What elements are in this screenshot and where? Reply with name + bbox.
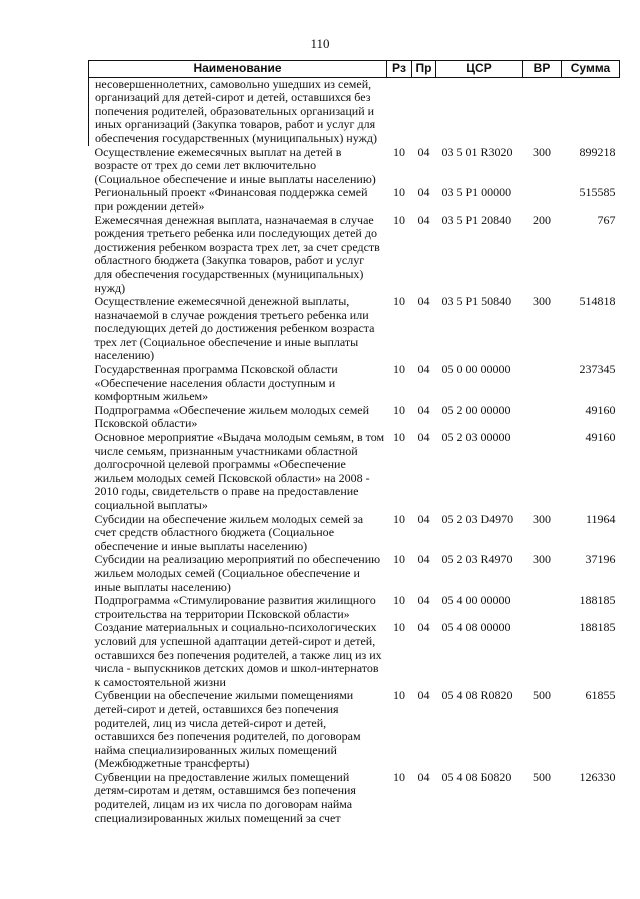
- cell-csr: 05 0 00 00000: [441, 362, 511, 377]
- cell-rz: 10: [393, 294, 405, 309]
- cell-vr: [523, 431, 562, 513]
- cell-pr: 04: [417, 212, 430, 227]
- cell-csr: 05 2 00 00000: [441, 402, 511, 417]
- cell-rz: 10: [393, 185, 405, 200]
- budget-table-container: [88, 60, 619, 825]
- cell-csr: [436, 77, 523, 145]
- table-body: [89, 77, 620, 825]
- cell-rz: 10: [393, 769, 405, 784]
- cell-csr: 05 4 00 00000: [441, 593, 511, 608]
- cell-sum: 126330: [579, 769, 616, 784]
- cell-pr: 04: [417, 511, 430, 526]
- cell-name: Субсидии на обеспечение жильем молодых семей за счет средств областного бюджета (Социальное обеспечение и иные выплаты населению): [94, 511, 364, 553]
- cell-pr: 04: [417, 688, 430, 703]
- cell-name: Ежемесячная денежная выплата, назначаемая в случае рождения третьего ребенка или последующих детей до достижения ребенком возраста трех лет, за счет средств областного бюджета (Закупка товаров, работ и услуг для обеспечения государственных (муниципальных) нужд): [94, 212, 380, 295]
- table-row: [89, 146, 620, 187]
- cell-vr: 300: [533, 552, 551, 567]
- cell-pr: 04: [417, 185, 430, 200]
- cell-sum: 899218: [579, 144, 616, 159]
- cell-csr: 03 5 01 R3020: [441, 144, 513, 159]
- page-number: 110: [310, 36, 330, 51]
- cell-csr: 05 2 03 R4970: [441, 552, 513, 567]
- table-header-row: [89, 61, 620, 78]
- cell-sum: 514818: [579, 294, 616, 309]
- table-row: [89, 594, 620, 621]
- table-row: [89, 186, 620, 213]
- table-row: [89, 689, 620, 771]
- cell-rz: 10: [393, 144, 405, 159]
- cell-name: Создание материальных и социально-психологических условий для успешной адаптации детей-сирот и детей, оставшихся без попечения родителей, а также лиц из их числа - выпускников детских домов и школ-интернатов к самостоятельной жизни: [94, 620, 382, 689]
- cell-pr: [412, 77, 436, 145]
- cell-pr: 04: [417, 593, 430, 608]
- cell-rz: 10: [393, 212, 405, 227]
- cell-csr: 05 2 03 D4970: [441, 511, 514, 526]
- cell-vr: 300: [533, 144, 551, 159]
- cell-vr: [523, 594, 562, 621]
- table-row: [89, 621, 620, 689]
- header-pr: Пр: [412, 61, 436, 78]
- table-row: [89, 295, 620, 363]
- cell-rz: [387, 77, 412, 145]
- cell-name: Осуществление ежемесячной денежной выплаты, назначаемой в случае рождения третьего ребенка или последующих детей до достижения ребенком возраста трех лет (Социальное обеспечение и иные выплаты населению): [94, 294, 375, 363]
- cell-rz: 10: [393, 593, 405, 608]
- cell-csr: 03 5 P1 20840: [441, 212, 512, 227]
- cell-sum: 49160: [585, 402, 616, 417]
- header-sum: Сумма: [562, 61, 620, 78]
- cell-name: Осуществление ежемесячных выплат на детей в возрасте от трех до семи лет включительно (Социальное обеспечение и иные выплаты населению): [94, 144, 376, 186]
- cell-vr: [523, 363, 562, 404]
- cell-name: Государственная программа Псковской области «Обеспечение населения области доступным и комфортным жильем»: [94, 362, 338, 404]
- cell-sum: 515585: [579, 185, 616, 200]
- cell-csr: 05 4 08 R0820: [441, 688, 513, 703]
- cell-name: несовершеннолетних, самовольно ушедших из семей, организаций для детей-сирот и детей, оставшихся без попечения родителей, образовательных организаций и иных организаций (Закупка товаров, работ и услуг для обеспечения государственных (муниципальных) нужд): [89, 77, 387, 145]
- cell-vr: 500: [533, 769, 551, 784]
- cell-vr: 200: [533, 212, 551, 227]
- table-row: [89, 513, 620, 554]
- header-vr: ВР: [523, 61, 562, 78]
- cell-sum: 188185: [579, 593, 616, 608]
- cell-rz: 10: [393, 688, 405, 703]
- cell-name: Субсидии на реализацию мероприятий по обеспечению жильем молодых семей (Социальное обеспечение и иные выплаты населению): [94, 552, 381, 594]
- cell-vr: 500: [533, 688, 551, 703]
- cell-vr: 300: [533, 511, 551, 526]
- cell-sum: 188185: [579, 620, 616, 635]
- table-row: [89, 214, 620, 296]
- table-row: [89, 404, 620, 431]
- cell-rz: 10: [393, 511, 405, 526]
- cell-pr: 04: [417, 552, 430, 567]
- cell-pr: 04: [417, 620, 430, 635]
- cell-rz: 10: [393, 430, 405, 445]
- cell-csr: 03 5 P1 00000: [441, 185, 512, 200]
- budget-table: [88, 60, 620, 825]
- cell-sum: 37196: [585, 552, 616, 567]
- cell-pr: 04: [417, 769, 430, 784]
- table-row: [89, 553, 620, 594]
- cell-csr: 05 4 08 Б0820: [441, 769, 512, 784]
- cell-name: Субвенции на обеспечение жилыми помещениями детей-сирот и детей, оставшихся без попечения родителей, лиц из числа детей-сирот и детей, оставшихся без попечения родителей, по договорам найма специализированных жилых помещений (Межбюджетные трансферты): [94, 688, 361, 771]
- cell-pr: 04: [417, 430, 430, 445]
- table-row: [89, 771, 620, 825]
- cell-vr: [523, 77, 562, 145]
- cell-name: Подпрограмма «Стимулирование развития жилищного строительства на территории Псковской области»: [94, 593, 376, 621]
- cell-name: Субвенции на предоставление жилых помещений детям-сиротам и детям, оставшимся без попечения родителей, лицам из их числа по договорам найма специализированных жилых помещений за счет: [94, 769, 356, 825]
- cell-csr: 05 4 08 00000: [441, 620, 511, 635]
- table-row: [89, 363, 620, 404]
- table-row: [89, 431, 620, 513]
- cell-vr: [523, 186, 562, 213]
- cell-csr: 03 5 P1 50840: [441, 294, 512, 309]
- cell-sum: 11964: [585, 511, 616, 526]
- cell-name: Региональный проект «Финансовая поддержка семей при рождении детей»: [94, 185, 368, 213]
- table-row: [89, 77, 620, 145]
- cell-rz: 10: [393, 552, 405, 567]
- cell-sum: 767: [597, 212, 616, 227]
- cell-vr: [523, 621, 562, 689]
- header-csr: ЦСР: [436, 61, 523, 78]
- cell-sum: [562, 77, 620, 145]
- cell-rz: 10: [393, 362, 405, 377]
- cell-pr: 04: [417, 402, 430, 417]
- cell-sum: 61855: [585, 688, 616, 703]
- cell-pr: 04: [417, 294, 430, 309]
- cell-sum: 237345: [579, 362, 616, 377]
- cell-sum: 49160: [585, 430, 616, 445]
- cell-vr: 300: [533, 294, 551, 309]
- cell-pr: 04: [417, 144, 430, 159]
- cell-rz: 10: [393, 620, 405, 635]
- cell-name: Подпрограмма «Обеспечение жильем молодых семей Псковской области»: [94, 402, 370, 431]
- cell-name: Основное мероприятие «Выдача молодым семьям, в том числе семьям, признанным участниками областной долгосрочной целевой программы «Обеспечение жильем молодых семей Псковской области» на 2008 - 2010 годы, свидетельств о праве на предоставление социальной выплаты»: [94, 430, 385, 512]
- cell-rz: 10: [393, 402, 405, 417]
- header-name: Наименование: [89, 61, 387, 78]
- cell-pr: 04: [417, 362, 430, 377]
- cell-csr: 05 2 03 00000: [441, 430, 511, 445]
- header-rz: Рз: [387, 61, 412, 78]
- cell-vr: [523, 404, 562, 431]
